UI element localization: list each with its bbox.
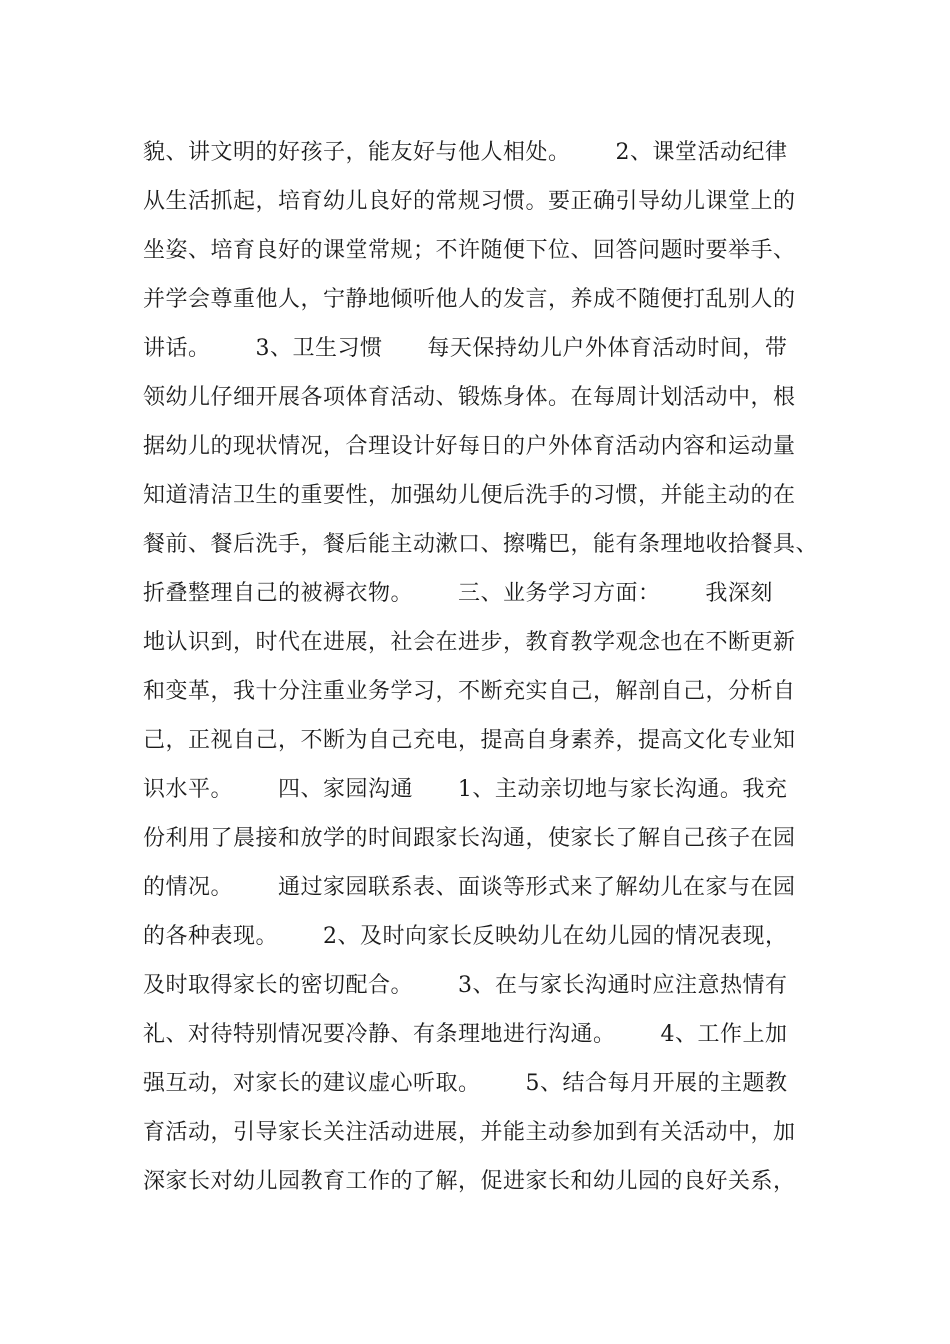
text-line: 己，正视自己，不断为自己充电，提高自身素养，提高文化专业知 <box>143 728 796 753</box>
text-line: 据幼儿的现状情况，合理设计好每日的户外体育活动内容和运动量 <box>143 434 796 459</box>
text-line: 折叠整理自己的被褥衣物。 三、业务学习方面： 我深刻 <box>143 581 773 606</box>
text-line: 深家长对幼儿园教育工作的了解，促进家长和幼儿园的良好关系， <box>143 1169 796 1194</box>
text-line: 知道清洁卫生的重要性，加强幼儿便后洗手的习惯，并能主动的在 <box>143 483 796 508</box>
text-line: 识水平。 四、家园沟通 1、主动亲切地与家长沟通。我充 <box>143 777 788 802</box>
text-line: 的情况。 通过家园联系表、面谈等形式来了解幼儿在家与在园 <box>143 875 796 900</box>
text-line: 礼、对待特别情况要冷静、有条理地进行沟通。 4、工作上加 <box>143 1022 788 1047</box>
text-line: 餐前、餐后洗手，餐后能主动漱口、擦嘴巴，能有条理地收拾餐具、 <box>143 532 819 557</box>
text-line: 坐姿、培育良好的课堂常规；不许随便下位、回答问题时要举手、 <box>143 238 796 263</box>
body-text <box>143 128 843 1206</box>
text-line: 份利用了晨接和放学的时间跟家长沟通，使家长了解自己孩子在园 <box>143 826 796 851</box>
text-line: 强互动，对家长的建议虚心听取。 5、结合每月开展的主题教 <box>143 1071 788 1096</box>
text-line: 貌、讲文明的好孩子，能友好与他人相处。 2、课堂活动纪律 <box>143 140 788 165</box>
text-line: 地认识到，时代在进展，社会在进步，教育教学观念也在不断更新 <box>143 630 796 655</box>
text-line: 讲话。 3、卫生习惯 每天保持幼儿户外体育活动时间，带 <box>143 336 788 361</box>
text-line: 育活动，引导家长关注活动进展，并能主动参加到有关活动中，加 <box>143 1120 796 1145</box>
text-line: 从生活抓起，培育幼儿良好的常规习惯。要正确引导幼儿课堂上的 <box>143 189 796 214</box>
text-line: 并学会尊重他人，宁静地倾听他人的发言，养成不随便打乱别人的 <box>143 287 796 312</box>
text-line: 和变革，我十分注重业务学习，不断充实自己，解剖自己，分析自 <box>143 679 796 704</box>
text-line: 及时取得家长的密切配合。 3、在与家长沟通时应注意热情有 <box>143 973 788 998</box>
text-line: 的各种表现。 2、及时向家长反映幼儿在幼儿园的情况表现， <box>143 924 788 949</box>
text-line: 领幼儿仔细开展各项体育活动、锻炼身体。在每周计划活动中，根 <box>143 385 796 410</box>
